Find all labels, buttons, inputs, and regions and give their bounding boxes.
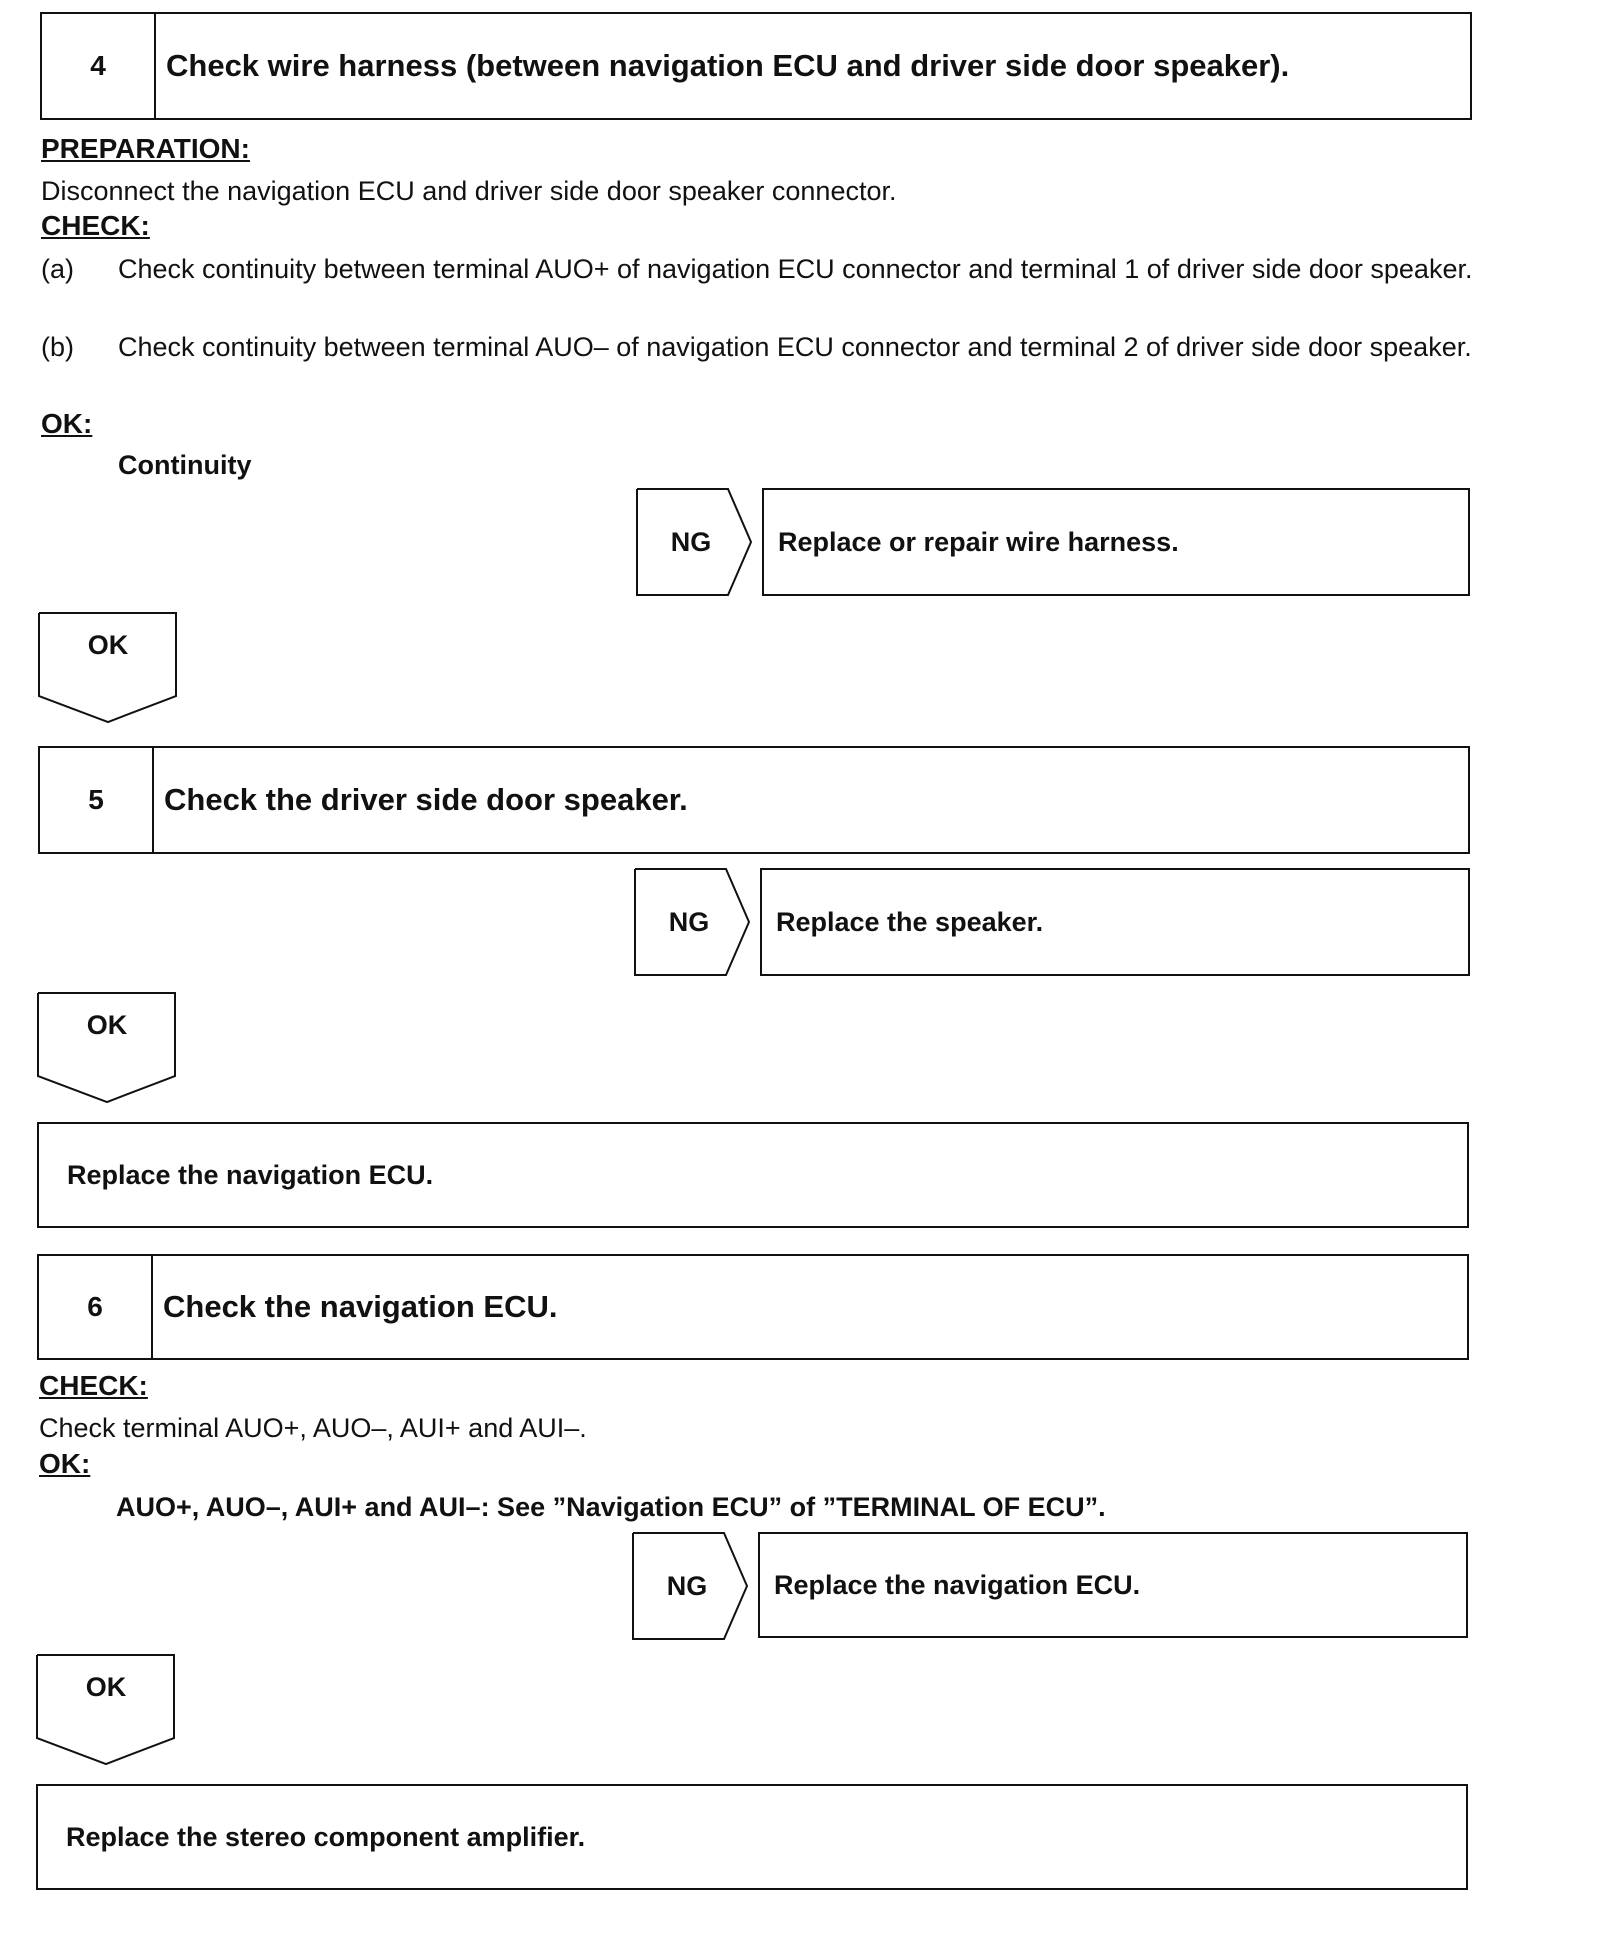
check-heading: CHECK: (39, 1370, 148, 1401)
ng-result-text: Replace the navigation ECU. (774, 1569, 1141, 1600)
ng-result-box-5 (760, 868, 1470, 976)
ok-heading: OK: (39, 1448, 91, 1479)
ng-label: NG (668, 906, 710, 937)
ok-branch-4 (38, 612, 178, 724)
ok-result-box-5 (37, 1122, 1469, 1228)
ng-result-box-4 (762, 488, 1470, 596)
check-item-b (41, 328, 1511, 406)
step-4-header (40, 12, 1472, 120)
step-title: Check the driver side door speaker. (164, 782, 688, 817)
ng-result-text: Replace the speaker. (776, 906, 1044, 937)
ok-value: Continuity (118, 450, 252, 480)
check-item-text: Check continuity between terminal AUO– of navigation ECU connector and terminal 2 of driver side door speaker. (118, 332, 1472, 362)
step-6-header (37, 1254, 1469, 1360)
step-title: Check wire harness (between navigation ECU and driver side door speaker). (166, 48, 1290, 83)
ng-result-text: Replace or repair wire harness. (778, 526, 1179, 557)
ok-branch-5 (37, 992, 177, 1104)
ng-label: NG (666, 1570, 708, 1601)
ok-label: OK (87, 630, 129, 660)
check-item-a (41, 250, 1511, 328)
ng-result-box-6 (758, 1532, 1468, 1638)
ok-result-box-6 (36, 1784, 1468, 1890)
ok-label: OK (86, 1010, 128, 1040)
ok-result-text: Replace the stereo component amplifier. (66, 1821, 586, 1852)
step-number: 5 (40, 748, 154, 852)
ok-label: OK (85, 1672, 127, 1702)
ng-label: NG (670, 526, 712, 557)
step-number: 4 (42, 14, 156, 118)
preparation-heading: PREPARATION: (41, 133, 250, 164)
check-item-text: Check continuity between terminal AUO+ of navigation ECU connector and terminal 1 of driver side door speaker. (118, 254, 1473, 284)
ng-branch-4 (636, 488, 766, 596)
check-item-marker: (b) (41, 332, 74, 362)
ok-result-text: Replace the navigation ECU. (67, 1159, 434, 1190)
check-text: Check terminal AUO+, AUO–, AUI+ and AUI–. (39, 1413, 587, 1443)
ok-arrow-shape (38, 612, 178, 724)
check-item-marker: (a) (41, 254, 74, 284)
step-title: Check the navigation ECU. (163, 1289, 558, 1324)
ok-arrow-shape (37, 992, 177, 1104)
ok-heading: OK: (41, 408, 93, 439)
ng-branch-6 (632, 1532, 762, 1640)
ok-value: AUO+, AUO–, AUI+ and AUI–: See ”Navigation ECU” of ”TERMINAL OF ECU”. (116, 1492, 1106, 1522)
step-number: 6 (39, 1256, 153, 1358)
ok-branch-6 (36, 1654, 176, 1766)
check-heading: CHECK: (41, 210, 150, 241)
ng-branch-5 (634, 868, 764, 976)
preparation-text: Disconnect the navigation ECU and driver side door speaker connector. (41, 176, 897, 206)
ok-arrow-shape (36, 1654, 176, 1766)
step-5-header (38, 746, 1470, 854)
